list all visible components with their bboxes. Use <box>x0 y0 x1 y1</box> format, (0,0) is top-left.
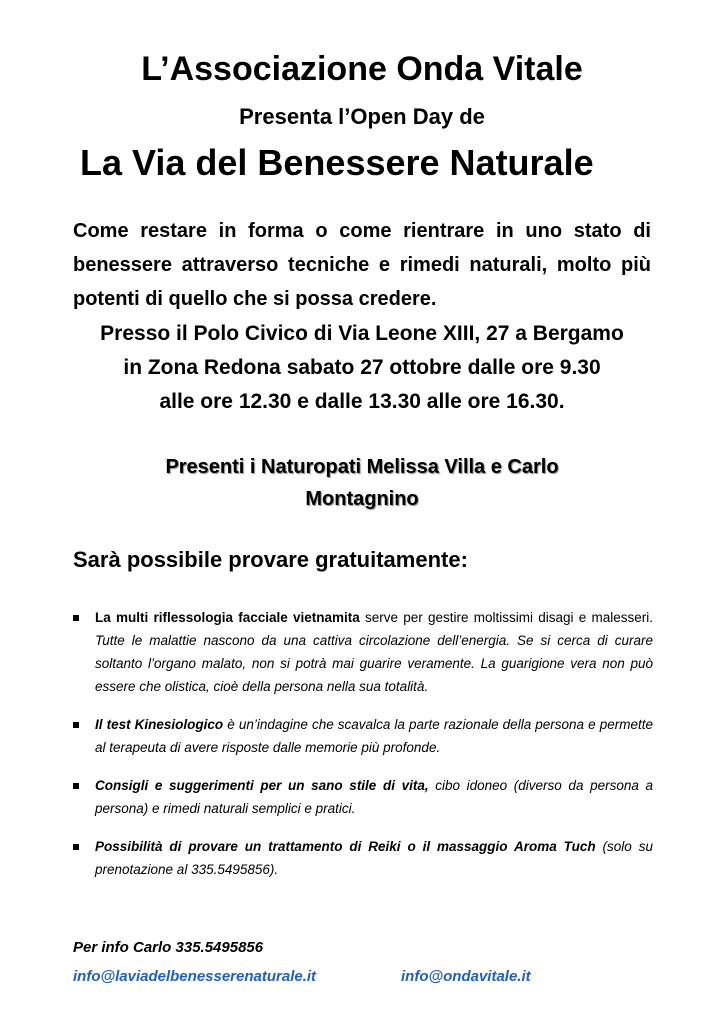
list-item <box>73 774 653 820</box>
venue-details <box>60 317 664 419</box>
intro-paragraph: Come restare in forma o come rientrare in uno stato di benessere attraverso tecniche e rimedi naturali, molto più potenti di quello che si possa credere. <box>73 220 651 310</box>
association-title: L’Associazione Onda Vitale <box>141 50 583 88</box>
list-item <box>73 835 653 881</box>
square-bullet-icon <box>73 844 79 850</box>
item-text-italic: Tutte le malattie nascono da una cattiva circolazione dell’energia. Se si cerca di curare soltanto l’organo malato, non si potrà mai guarire veramente. La guarigione vera non può essere che olistica, cioè della persona nella sua totalità. <box>95 633 653 694</box>
square-bullet-icon <box>73 783 79 789</box>
free-trials-heading: Sarà possibile provare gratuitamente: <box>73 547 468 572</box>
square-bullet-icon <box>73 722 79 728</box>
contact-info: Per info Carlo 335.5495856 <box>73 939 264 956</box>
venue-line-3: alle ore 12.30 e dalle 13.30 alle ore 16.30. <box>159 390 565 413</box>
item-text-italic: è un’indagine che scavalca la parte razionale della persona e permette al terapeuta di avere risposte dalle memorie più profonde. <box>95 717 653 755</box>
list-item <box>73 713 653 759</box>
item-lead: Possibilità di provare un trattamento di Reiki o il massaggio Aroma Tuch <box>95 839 596 854</box>
list-item <box>73 606 653 698</box>
item-text-italic: cibo idoneo (diverso da persona a persona) e rimedi naturali semplici e pratici. <box>95 778 653 816</box>
event-title: La Via del Benessere Naturale <box>80 142 594 183</box>
activities-list <box>73 606 653 896</box>
naturopaths-line-1: Presenti i Naturopati Melissa Villa e Carlo <box>165 456 559 478</box>
item-lead: La multi riflessologia facciale vietnamita <box>95 610 360 625</box>
square-bullet-icon <box>73 615 79 621</box>
venue-line-2: in Zona Redona sabato 27 ottobre dalle ore 9.30 <box>123 356 601 379</box>
email-link-ondavitale[interactable]: info@ondavitale.it <box>401 968 531 985</box>
venue-line-1: Presso il Polo Civico di Via Leone XIII, 27 a Bergamo <box>100 322 624 345</box>
item-lead: Consigli e suggerimenti per un sano stile di vita, <box>95 778 429 793</box>
item-lead: Il test Kinesiologico <box>95 717 224 732</box>
email-link-laviadelbenessere[interactable]: info@laviadelbenesserenaturale.it <box>73 968 317 985</box>
presents-subtitle: Presenta l’Open Day de <box>239 104 485 129</box>
item-text: serve per gestire moltissimi disagi e malesseri. <box>359 610 654 625</box>
item-text-italic: (solo su prenotazione al 335.5495856). <box>95 839 653 877</box>
naturopaths-note <box>110 451 614 515</box>
naturopaths-line-2: Montagnino <box>305 488 419 510</box>
